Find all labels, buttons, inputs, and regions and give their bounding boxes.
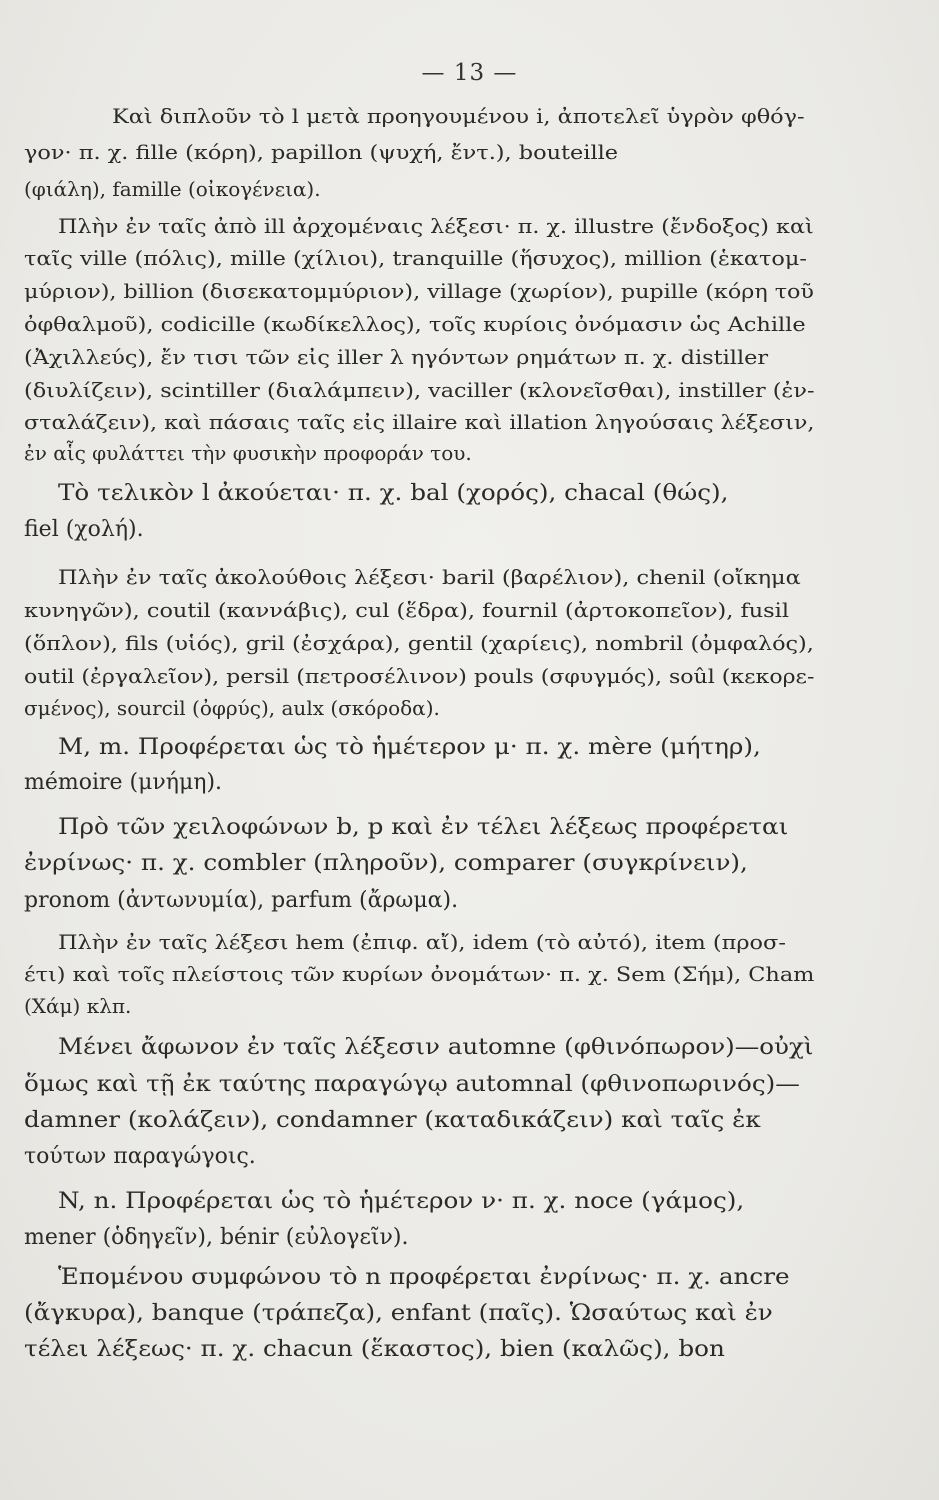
text-line: pronom (ἀντωνυμία), parfum (ἄρωμα). [24, 888, 459, 913]
text-line: N, n. Προφέρεται ὡς τὸ ἡμέτερον ν· π. χ. noce (γάμος), [58, 1189, 745, 1214]
page-number: — 13 — [421, 60, 518, 86]
text-line: σταλάζειν), καὶ πάσαις ταῖς εἰς illaire καὶ illation ληγούσαις λέξεσιν, [24, 410, 815, 434]
text-line: Τὸ τελικὸν l ἀκούεται· π. χ. bal (χορός), chacal (θώς), [58, 481, 729, 506]
text-line: (φιάλη), famille (οἰκογένεια). [24, 177, 321, 201]
text-line: Πλὴν ἐν ταῖς ἀπὸ ill ἀρχομέναις λέξεσι· π. χ. illustre (ἔνδοξος) καὶ [58, 214, 814, 238]
text-line: outil (ἐργαλεῖον), persil (πετροσέλινον) pouls (σφυγμός), soûl (κεκορε- [24, 664, 815, 688]
text-line: (διυλίζειν), scintiller (διαλάμπειν), vaciller (κλονεῖσθαι), instiller (ἐν- [24, 378, 815, 402]
text-line: σμένος), sourcil (ὀφρύς), aulx (σκόροδα). [24, 696, 440, 720]
text-line: (ἄγκυρα), banque (τράπεζα), enfant (παῖς). Ὡσαύτως καὶ ἐν [24, 1301, 773, 1326]
text-line: (Χάμ) κλπ. [24, 994, 132, 1018]
text-line: (Ἀχιλλεύς), ἔν τισι τῶν εἰς iller λ ηγόντων ρημάτων π. χ. distiller [24, 345, 769, 369]
text-line: Πλὴν ἐν ταῖς λέξεσι hem (ἐπιφ. αἴ), idem (τὸ αὐτό), item (προσ- [58, 930, 786, 954]
text-line: Ἑπομένου συμφώνου τὸ n προφέρεται ἐνρίνως· π. χ. ancre [58, 1265, 790, 1290]
text-line: τούτων παραγώγοις. [24, 1144, 256, 1169]
text-line: (ὅπλον), fils (υἱός), gril (ἐσχάρα), gentil (χαρίεις), nombril (ὀμφαλός), [24, 631, 814, 655]
text-line: γον· π. χ. fille (κόρη), papillon (ψυχή, ἔντ.), bouteille [24, 140, 619, 164]
text-line: ὅμως καὶ τῇ ἐκ ταύτης παραγώγῳ automnal (φθινοπωρινός)— [24, 1072, 800, 1097]
text-line: fiel (χολή). [24, 517, 144, 542]
text-line: ἐνρίνως· π. χ. combler (πληροῦν), comparer (συγκρίνειν), [24, 851, 748, 876]
text-line: κυνηγῶν), coutil (καννάβις), cul (ἕδρα), fournil (ἀρτοκοπεῖον), fusil [24, 598, 789, 622]
text-line: Πλὴν ἐν ταῖς ἀκολούθοις λέξεσι· baril (βαρέλιον), chenil (οἴκημα [58, 565, 801, 589]
text-line: Καὶ διπλοῦν τὸ l μετὰ προηγουμένου i, ἀποτελεῖ ὑγρὸν φθόγ- [112, 104, 805, 128]
text-line: M, m. Προφέρεται ὡς τὸ ἡμέτερον μ· π. χ. mère (μήτηρ), [58, 735, 761, 760]
text-line: ἐν αἷς φυλάττει τὴν φυσικὴν προφοράν του. [24, 441, 472, 465]
text-line: Μένει ἄφωνον ἐν ταῖς λέξεσιν automne (φθινόπωρον)—οὐχὶ [58, 1035, 814, 1060]
text-line: ταῖς ville (πόλις), mille (χίλιοι), tranquille (ἥσυχος), million (ἑκατομ- [24, 246, 807, 270]
text-line: έτι) καὶ τοῖς πλείστοις τῶν κυρίων ὀνομάτων· π. χ. Sem (Σήμ), Cham [24, 962, 815, 986]
text-line: μύριον), billion (δισεκατομμύριον), village (χωρίον), pupille (κόρη τοῦ [24, 279, 814, 303]
text-line: ὀφθαλμοῦ), codicille (κωδίκελλος), τοῖς κυρίοις ὀνόμασιν ὡς Achille [24, 312, 806, 336]
text-line: mémoire (μνήμη). [24, 770, 223, 795]
text-line: damner (κολάζειν), condamner (καταδικάζειν) καὶ ταῖς ἐκ [24, 1108, 761, 1133]
text-line: mener (ὁδηγεῖν), bénir (εὐλογεῖν). [24, 1225, 409, 1250]
text-line: τέλει λέξεως· π. χ. chacun (ἕκαστος), bien (καλῶς), bon [24, 1337, 725, 1362]
text-line: Πρὸ τῶν χειλοφώνων b, p καὶ ἐν τέλει λέξεως προφέρεται [58, 815, 789, 840]
